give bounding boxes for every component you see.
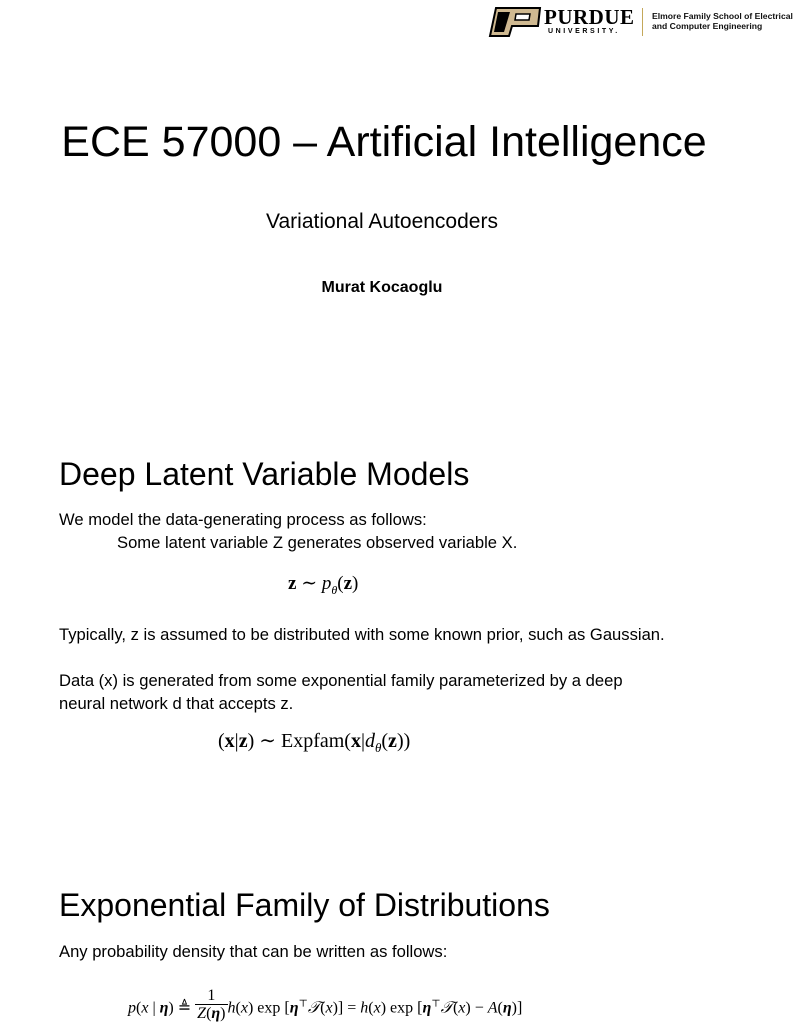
school-name-line1: Elmore Family School of Electrical xyxy=(652,11,793,21)
author-name: Murat Kocaoglu xyxy=(321,279,443,296)
paragraph-line: We model the data-generating process as follows: xyxy=(59,510,427,529)
purdue-p-icon xyxy=(490,6,542,38)
equation-prior: z ∼ $p_\theta(z)$ xyxy=(288,573,359,597)
logo-university: UNIVERSITY. xyxy=(548,28,620,35)
paragraph-line: Data (x) is generated from some exponential family parameterized by a deep xyxy=(59,671,623,690)
school-name-line2: and Computer Engineering xyxy=(652,21,763,31)
purdue-logo xyxy=(490,6,542,38)
paragraph-line: Any probability density that can be written as follows: xyxy=(59,942,448,961)
paragraph-line: Typically, z is assumed to be distributed with some known prior, such as Gaussian. xyxy=(59,625,665,644)
logo-divider xyxy=(642,8,643,36)
slide-heading-exponential-family: Exponential Family of Distributions xyxy=(59,887,550,923)
equation-likelihood: (x|z) ∼ $Expfam(x|d_\theta(z))$ xyxy=(218,730,411,755)
slide-heading-latent-models: Deep Latent Variable Models xyxy=(59,456,470,492)
logo-wordmark: PURDUE xyxy=(544,5,635,29)
paragraph-line: neural network d that accepts z. xyxy=(59,694,294,713)
paragraph-line-indented: Some latent variable Z generates observed variable X. xyxy=(117,533,518,552)
equation-exponential-family: p(x | η) ≜ $\frac{1}{Z(\eta)}$ h(x) exp [η⊤𝒯(x)] = h(x) exp [η⊤𝒯(x) − A(η)] xyxy=(128,987,523,1022)
course-title: ECE 57000 – Artificial Intelligence xyxy=(61,118,707,166)
lecture-subtitle: Variational Autoencoders xyxy=(266,210,498,233)
